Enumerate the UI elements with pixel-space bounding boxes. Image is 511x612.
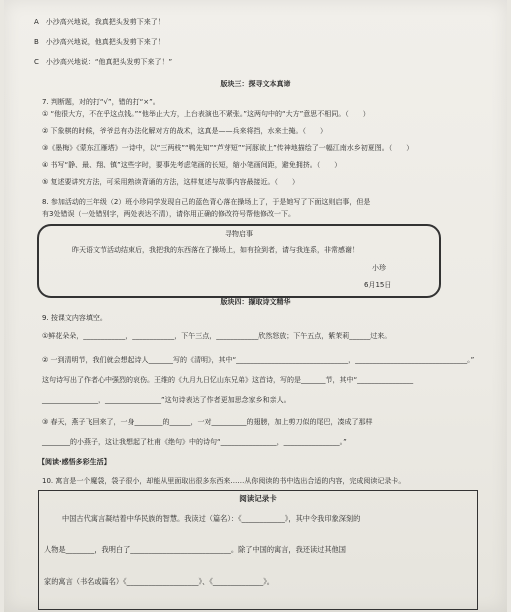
- q7-item-1: ① “他很大方，不在乎这点钱。”“他举止大方，上台表演也不紧张。”这两句中的“大方”意思不相同。（ ）: [42, 110, 370, 118]
- card-line-1: 中国古代寓言凝结着中华民族的智慧。我读过（篇名）：《____________》，其中令我印象深刻的: [62, 514, 361, 523]
- q7-item-4: ④ 书写“静、最、翔、镇”这些字时，要事先考虑笔画的长短，缩小笔画间距，避免拥挤。（ ）: [42, 161, 342, 169]
- q7-item-3: ③《墨梅》《蒙东江雁塔》一诗中，以“三两枝”“鸭先知”“芦芽短”“河豚欲上”传神地描绘了一幅江南水乡初夏图。（ ）: [42, 144, 414, 152]
- section4-title: 版块四：撷取诗文精华: [220, 298, 291, 306]
- q9-stem: 9. 按课文内容填空。: [42, 314, 107, 322]
- q9-line-2c: ________________，________________”这句诗表达了作者更加思念家乡和亲人。: [42, 396, 291, 404]
- card-line-2: 人物是________，我明白了____________________________。除了中国的寓言，我还读过其他国: [44, 545, 346, 554]
- reading-card-title: 阅读记录卡: [239, 494, 277, 503]
- q8-stem-line1: 8. 参加活动的三年级（2）班小珍同学发现自己的蓝色背心落在操场上了，于是她写了下面这则启事，但是: [42, 198, 371, 206]
- section5-title: 【阅读·感悟多彩生活】: [38, 458, 111, 466]
- q9-line-3a: ③ 春天，燕子飞回来了，一身________的______，一对__________的翅膀，加上剪刀似的尾巴，凑成了那样: [42, 418, 373, 426]
- q9-line-2a: ② 一到清明节，我们就会想起诗人_______写的《清明》，其中“________________________________，________________________________。”: [42, 356, 475, 364]
- q9-line-1: ①鲜花朵朵，____________，____________，下午三点，____________欣然怒放；下午五点，紫茉莉______过来。: [42, 332, 392, 340]
- exam-sheet: [4, 0, 507, 612]
- q9-line-2b: 这句诗写出了作者心中强烈的哀伤。王维的《九月九日忆山东兄弟》这首诗，写的是_______节，其中“________________: [42, 376, 414, 384]
- section3-title: 版块三：探寻文本真谛: [220, 80, 291, 88]
- notice-date: 6月15日: [364, 281, 392, 289]
- option-c: C 小沙高兴地说：“他真把头发剪下来了！”: [34, 58, 173, 66]
- notice-body: 昨天语文节活动结束后，我把我的东西落在了操场上，如有捡到者，请与我连系，非常感谢！: [72, 246, 359, 254]
- q8-stem-line2: 有3处错误（一处错别字，两处表达不清），请你用正确的修改符号帮他修改一下。: [42, 210, 295, 218]
- notice-signature: 小珍: [372, 264, 386, 272]
- option-a: A 小沙高兴地说，我真把头发剪下来了！: [34, 18, 165, 26]
- q7-item-2: ② 下象棋的时候，爷爷总有办法化解对方的战术，这真是——兵来将挡，水来土掩。（ ）: [42, 127, 327, 135]
- q7-stem: 7. 判断题，对的打“√”，错的打“×”。: [42, 98, 160, 106]
- q7-item-5: ⑤ 复述要讲究方法，可采用熟读背诵的方法，这样复述与故事内容最接近。（ ）: [42, 178, 299, 186]
- card-line-3: 家的寓言（书名或篇名）《____________________》、《______________》。: [44, 577, 274, 586]
- option-b: B 小沙高兴地说，他真把头发剪下来了！: [34, 38, 165, 46]
- q9-line-3b: ________的小燕子，这让我想起了杜甫《绝句》中的诗句“________________，________________。”: [42, 438, 347, 446]
- q10-stem: 10. 寓言是一个魔袋，袋子很小，却能从里面取出很多东西来……从你阅读的书中选出合适的内容，完成阅读记录卡。: [42, 477, 406, 485]
- notice-title: 寻物启事: [225, 230, 253, 238]
